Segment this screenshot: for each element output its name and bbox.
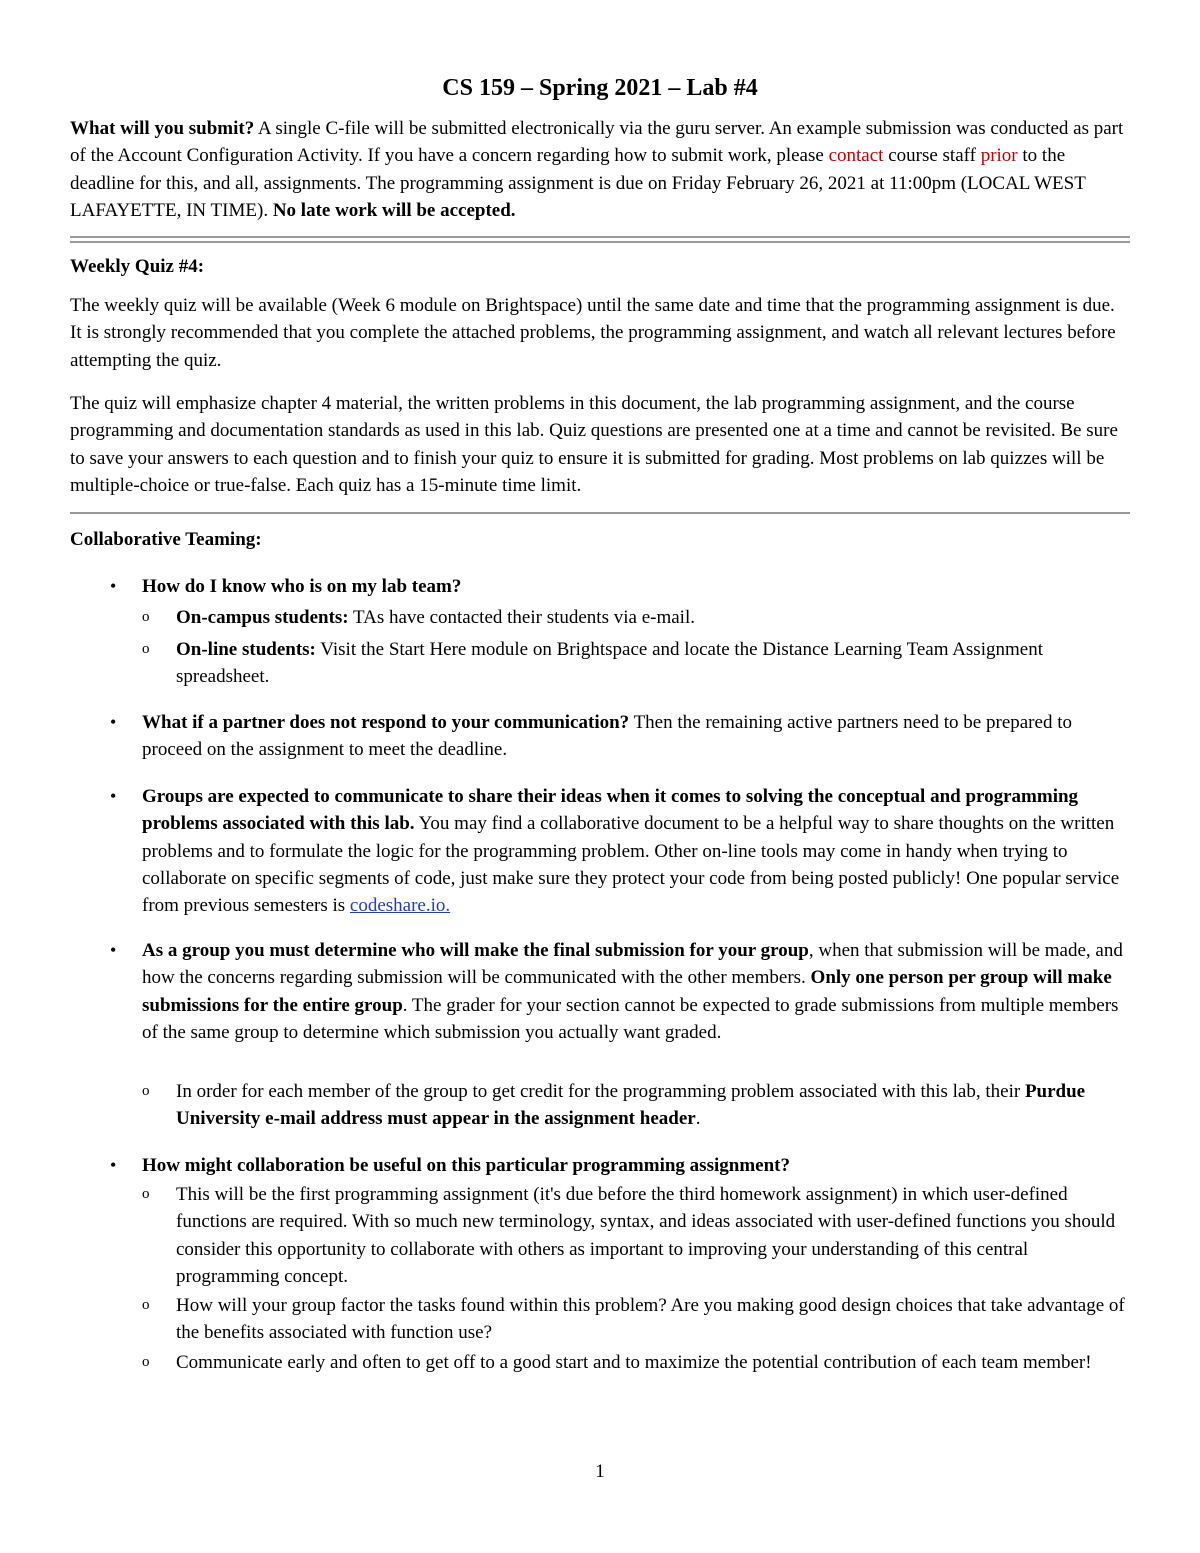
prior-emphasis: prior: [980, 145, 1018, 167]
list-item-first-functions: This will be the first programming assignment (it's due before the third homework assignment) in which user-defined functions are required. With so much new terminology, syntax, and ideas associated with user-defined functions you should consider this opportunity to collaborate with others as important to improving your understanding of this central programming concept.: [176, 1184, 1116, 1287]
bullet-icon: •: [110, 576, 117, 596]
submission-paragraph: [70, 115, 1128, 224]
bullet-icon: •: [110, 712, 117, 732]
sub-bullet-icon: o: [142, 609, 150, 625]
bullet-icon: •: [110, 940, 117, 960]
section-divider: [70, 236, 1130, 243]
list-item-team-question: How do I know who is on my lab team?: [142, 576, 462, 597]
list-item-communicate-early: Communicate early and often to get off to a good start and to maximize the potential contribution of each team member!: [176, 1352, 1092, 1373]
list-item-email-header: In order for each member of the group to get credit for the programming problem associated with this lab, their Purdue University e-mail address must appear in the assignment header.: [176, 1081, 1086, 1130]
list-item-on-line: On-line students: Visit the Start Here module on Brightspace and locate the Distance Learning Team Assignment spreadsheet.: [176, 639, 1043, 688]
team-heading: Collaborative Teaming:: [70, 529, 262, 550]
sub-bullet-icon: o: [142, 1186, 150, 1202]
submit-text-2: course staff: [883, 145, 981, 167]
codeshare-link[interactable]: codeshare.io.: [349, 895, 451, 917]
bullet-icon: •: [110, 1155, 117, 1175]
sub-bullet-icon: o: [142, 1083, 150, 1099]
quiz-paragraph-2: The quiz will emphasize chapter 4 material, the written problems in this document, the lab programming assignment, and the course programming and documentation standards as used in this lab. Quiz questions are presented one at a time and cannot be revisited. Be sure to save your answers to each question and to finish your quiz to ensure it is submitted for grading. Most problems on lab quizzes will be multiple-choice or true-false. Each quiz has a 15-minute time limit.: [70, 393, 1118, 496]
quiz-paragraph-1: The weekly quiz will be available (Week 6 module on Brightspace) until the same date and time that the programming assignment is due. It is strongly recommended that you complete the attached problems, the programming assignment, and watch all relevant lectures before attempting the quiz.: [70, 295, 1116, 371]
list-item-on-campus: On-campus students: TAs have contacted their students via e-mail.: [176, 607, 695, 628]
list-item-partner-response: What if a partner does not respond to your communication? Then the remaining active partners need to be prepared to proceed on the assignment to meet the deadline.: [142, 712, 1072, 761]
bullet-icon: •: [110, 786, 117, 806]
submit-text-3: to the deadline for this, and all, assignments. The programming assignment is due on Friday February 26, 2021 at 11:00pm (LOCAL WEST LAFAYETTE, IN TIME).: [70, 145, 1086, 221]
section-divider-2: [70, 512, 1130, 514]
submit-text-1: A single C-file will be submitted electronically via the guru server. An example submission was conducted as part of the Account Configuration Activity. If you have a concern regarding how to submit work, please: [70, 118, 1124, 167]
list-item-factor-tasks: How will your group factor the tasks found within this problem? Are you making good design choices that take advantage of the benefits associated with function use?: [176, 1295, 1125, 1344]
sub-bullet-icon: o: [142, 1354, 150, 1370]
late-policy: No late work will be accepted.: [272, 199, 516, 221]
quiz-heading: Weekly Quiz #4:: [70, 256, 205, 277]
page-title: CS 159 – Spring 2021 – Lab #4: [442, 75, 758, 101]
list-item-communicate: Groups are expected to communicate to share their ideas when it comes to solving the conceptual and programming problems associated with this lab. You may find a collaborative document to be a helpful way to share thoughts on the written problems and to formulate the logic for the programming problem. Other on-line tools may come in handy when trying to collaborate on specific segments of code, just make sure they protect your code from being posted publicly! One popular service from previous semesters is codeshare.io.: [142, 786, 1120, 917]
contact-link[interactable]: contact: [828, 145, 884, 167]
submit-label: What will you submit?: [70, 118, 255, 139]
sub-bullet-icon: o: [142, 641, 150, 657]
page-number: 1: [595, 1461, 605, 1482]
sub-bullet-icon: o: [142, 1297, 150, 1313]
list-item-final-submission: As a group you must determine who will make the final submission for your group, when that submission will be made, and how the concerns regarding submission will be communicated with the other members. Only one person per group will make submissions for the entire group. The grader for your section cannot be expected to grade submissions from multiple members of the same group to determine which submission you actually want graded.: [142, 940, 1123, 1043]
list-item-collaboration-useful: How might collaboration be useful on this particular programming assignment?: [142, 1155, 790, 1176]
